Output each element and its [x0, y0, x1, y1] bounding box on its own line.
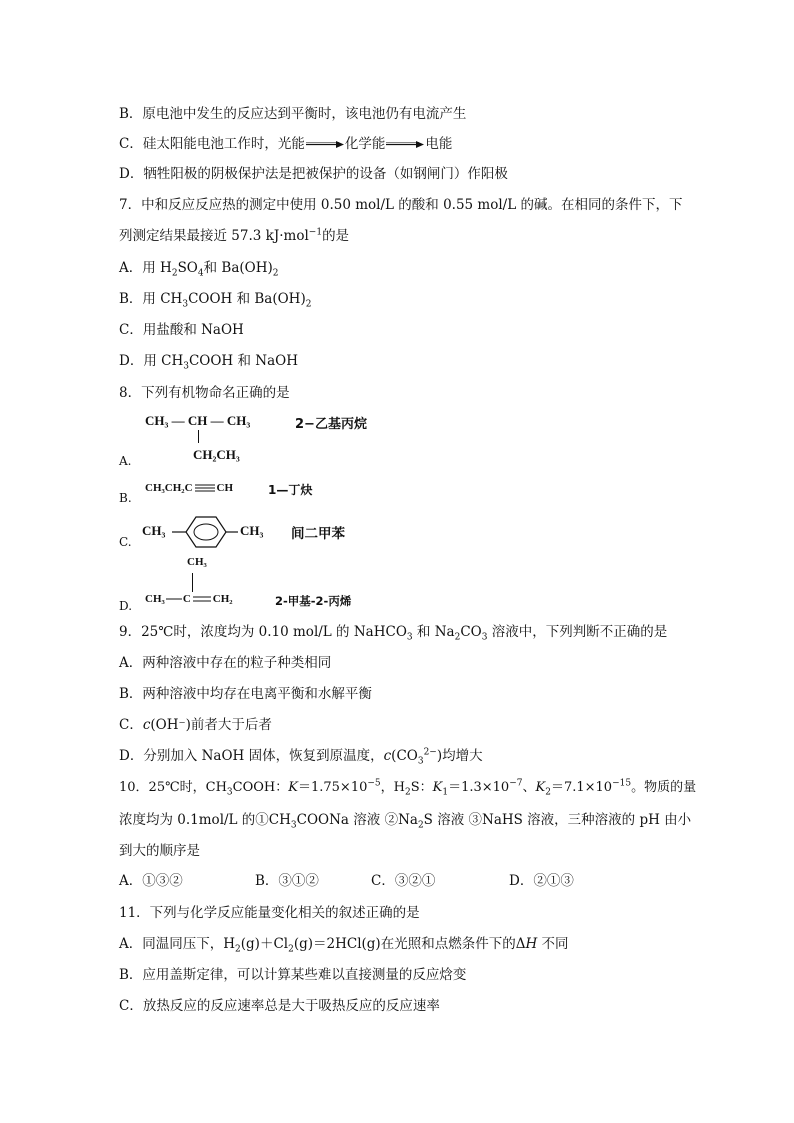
q7-a-1: A．用 H — [119, 260, 172, 276]
q7-option-a — [119, 258, 279, 278]
q6-option-b: B．原电池中发生的反应达到平衡时，该电池仍有电流产生 — [119, 106, 467, 122]
q9-d-3: )均增大 — [436, 748, 483, 764]
double-bond-icon — [193, 596, 211, 602]
q8-d-main — [145, 593, 233, 605]
q8-b-letter: B. — [119, 491, 132, 505]
q7-stem2-pre: 列测定结果最接近 57.3 kJ·mol — [119, 228, 309, 244]
q7-b-2: COOH 和 Ba(OH) — [188, 291, 306, 307]
q7-a-sub2: 4 — [197, 268, 204, 279]
q8-d-main-right: CH₂ — [212, 593, 233, 605]
q11-a-H: H — [525, 936, 538, 952]
q8-d-name: 2-甲基-2-丙烯 — [275, 594, 352, 608]
q7-a-sub1: 2 — [171, 268, 178, 279]
q8-d-top-methyl: CH₃ — [187, 556, 207, 568]
q8-c-name: 间二甲苯 — [291, 526, 345, 542]
right-arrow-icon — [386, 141, 424, 148]
q9-stem-2: 和 Na — [412, 624, 455, 640]
q10-l1-exp3: −15 — [612, 778, 632, 789]
q10-l2-2: COONa 溶液 ②Na — [296, 812, 418, 828]
q8-b-main — [145, 482, 233, 494]
q8-a-bond — [198, 430, 199, 443]
q10-l1-K1sub: 1 — [442, 787, 449, 798]
q9-stem — [119, 622, 667, 642]
q11-a-1: A．同温同压下，H — [119, 936, 236, 952]
q8-a-main-chain: CH₃ — CH — CH₃ — [145, 413, 251, 428]
q8-a-branch: CH₂CH₃ — [193, 447, 240, 462]
q8-stem: 8．下列有机物命名正确的是 — [119, 385, 290, 401]
q8-a-letter: A. — [119, 454, 132, 468]
q9-d-italic: c — [383, 748, 392, 764]
q6-option-d: D．牺牲阳极的阴极保护法是把被保护的设备（如钢闸门）作阳极 — [119, 166, 508, 182]
q11-a-3: (g)＝2HCl(g)在光照和点燃条件下的Δ — [293, 936, 526, 952]
q9-stem-4: 溶液中，下列判断不正确的是 — [487, 624, 668, 640]
q9-option-c — [119, 715, 272, 735]
q7-a-3: 和 Ba(OH) — [203, 260, 273, 276]
benzene-ring-icon — [172, 515, 240, 549]
q7-b-1: B．用 CH — [119, 291, 183, 307]
q9-stem-sub3: 3 — [481, 632, 488, 643]
q11-a-sub1: 2 — [235, 944, 241, 955]
q6-c-text-3: 电能 — [425, 136, 453, 152]
q10-l1-2: COOH： — [232, 780, 289, 795]
right-arrow-icon — [306, 141, 344, 148]
q11-a-2: (g)＋Cl — [240, 936, 289, 952]
q10-l1-sub1: 3 — [226, 787, 233, 798]
q10-stem-line3: 到大的顺序是 — [119, 843, 200, 859]
q9-c-1: C． — [119, 717, 143, 733]
q10-l1-K2: K — [535, 780, 546, 795]
q10-l1-K1: K — [432, 780, 443, 795]
q8-a-name: 2−乙基丙烷 — [295, 417, 367, 432]
q9-stem-sub2: 2 — [454, 632, 461, 643]
q10-l2-sub2: 2 — [417, 820, 424, 831]
q7-a-2: SO — [177, 260, 198, 276]
q11-stem: 11．下列与化学反应能量变化相关的叙述正确的是 — [119, 905, 420, 921]
q7-d-sub1: 3 — [183, 361, 189, 372]
q9-d-sub: 3 — [417, 756, 424, 767]
q10-l1-K: K — [288, 780, 298, 795]
q6-option-c — [119, 134, 452, 154]
q10-l1-exp2: −7 — [509, 778, 523, 789]
q7-option-b — [119, 289, 311, 309]
q10-l1-9: 。物质的量 — [631, 780, 697, 795]
q8-b-main-post: CH — [216, 482, 234, 494]
q10-option-d: D．②①③ — [509, 873, 574, 889]
q10-l1-1: 10．25℃时，CH — [119, 780, 227, 795]
q10-l2-3: S 溶液 ③NaHS 溶液，三种溶液的 pH 由小 — [423, 812, 692, 828]
q11-a-sub2: 2 — [288, 944, 294, 955]
q8-d-main-c: C — [182, 593, 191, 605]
q10-l1-7: 、 — [522, 780, 536, 795]
q7-stem2-sup: −1 — [308, 227, 323, 238]
q8-d-letter: D. — [119, 599, 133, 613]
q9-option-a: A．两种溶液中存在的粒子种类相同 — [119, 655, 332, 671]
q10-stem-line2 — [119, 810, 691, 830]
q9-stem-3: CO — [460, 624, 482, 640]
q7-d-1: D．用 CH — [119, 353, 184, 369]
q10-l1-8: ＝7.1×10 — [550, 780, 613, 795]
q7-option-c: C．用盐酸和 NaOH — [119, 322, 244, 338]
q7-stem-line2 — [119, 226, 349, 246]
q7-b-sub1: 3 — [182, 299, 189, 310]
q10-l1-exp1: −5 — [367, 778, 381, 789]
q9-c-italic: c — [142, 717, 151, 733]
q11-option-a — [119, 934, 569, 954]
single-bond-icon — [166, 596, 182, 602]
q10-option-b: B．③①② — [255, 873, 319, 889]
q9-stem-1: 9．25℃时，浓度均为 0.10 mol/L 的 NaHCO — [119, 624, 407, 640]
q11-option-c: C．放热反应的反应速率总是大于吸热反应的反应速率 — [119, 998, 440, 1014]
q8-c-right-methyl: CH₃ — [240, 523, 264, 538]
q7-option-d — [119, 351, 298, 371]
q7-d-2: COOH 和 NaOH — [188, 353, 298, 369]
q7-stem2-post: 的是 — [322, 228, 350, 244]
q10-option-a: A．①③② — [119, 873, 183, 889]
triple-bond-icon — [195, 484, 215, 492]
q10-stem-line1 — [119, 778, 696, 798]
q8-c-left-methyl: CH₃ — [142, 523, 166, 538]
q8-b-name: 1—丁炔 — [268, 483, 313, 497]
q9-d-2: (CO — [391, 748, 418, 764]
q6-c-text-2: 化学能 — [344, 136, 386, 152]
q10-l1-5: S： — [410, 780, 433, 795]
q8-c-letter: C. — [119, 535, 132, 549]
q6-c-text-1: C．硅太阳能电池工作时，光能 — [119, 136, 305, 152]
q9-option-d — [119, 746, 483, 766]
q7-b-sub2: 2 — [305, 299, 312, 310]
q10-l1-K2sub: 2 — [545, 787, 551, 798]
q11-a-4: 不同 — [537, 936, 569, 952]
q8-b-main-pre: CH₃CH₂C — [145, 482, 193, 494]
q10-l1-4: ，H — [380, 780, 405, 795]
q9-d-sup: 2− — [423, 747, 437, 758]
q10-l1-3: ＝1.75×10 — [297, 780, 368, 795]
q8-d-main-left: CH₃ — [145, 593, 165, 605]
q7-a-sub3: 2 — [272, 268, 279, 279]
q10-l1-sub2: 2 — [405, 787, 411, 798]
q10-option-c: C．③②① — [371, 873, 436, 889]
q10-choices — [119, 871, 619, 891]
q9-option-b: B．两种溶液中均存在电离平衡和水解平衡 — [119, 686, 372, 702]
q7-stem-line1: 7．中和反应反应热的测定中使用 0.50 mol/L 的酸和 0.55 mol/L 的碱。在相同的条件下，下 — [119, 197, 683, 213]
q10-l2-sub1: 3 — [290, 820, 297, 831]
q11-option-b: B．应用盖斯定律，可以计算某些难以直接测量的反应焓变 — [119, 967, 467, 983]
q8-d-bond — [192, 573, 193, 592]
q10-l2-1: 浓度均为 0.1mol/L 的①CH — [119, 812, 291, 828]
q9-c-2: (OH⁻)前者大于后者 — [150, 717, 272, 733]
q10-l1-6: ＝1.3×10 — [448, 780, 510, 795]
q9-stem-sub1: 3 — [406, 632, 413, 643]
q9-d-1: D．分别加入 NaOH 固体，恢复到原温度， — [119, 748, 384, 764]
